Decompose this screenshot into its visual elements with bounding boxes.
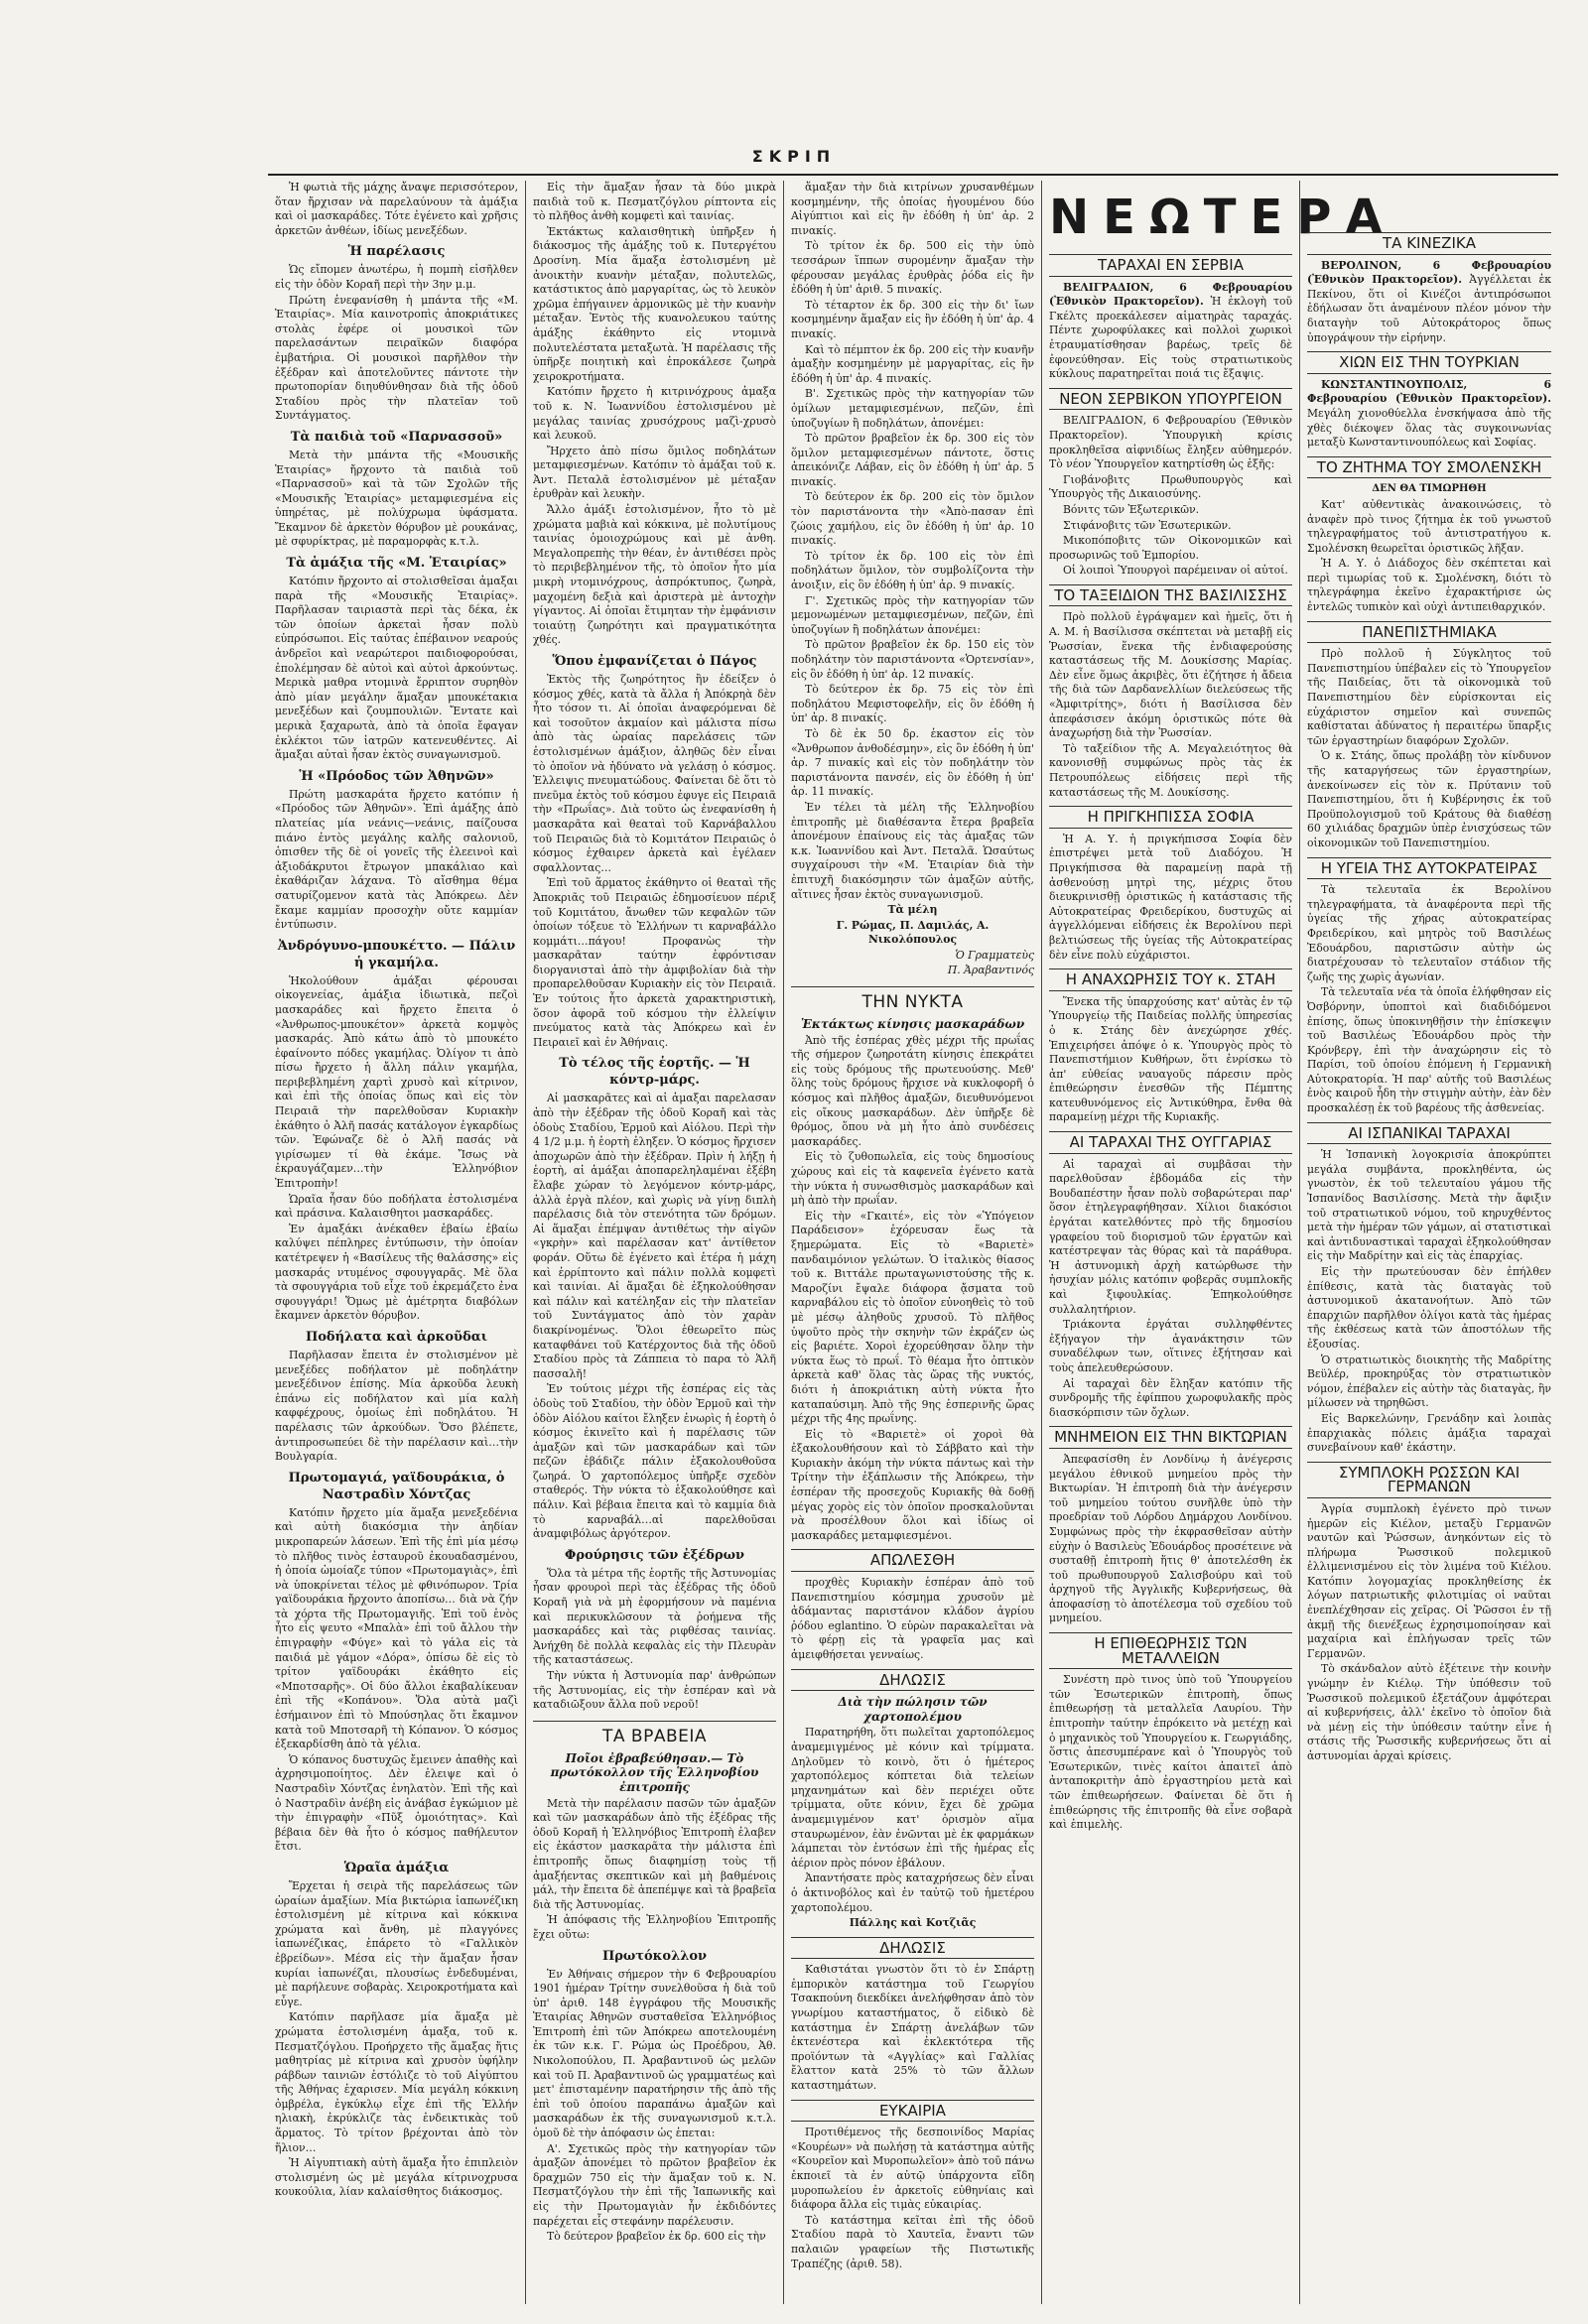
- paragraph: Αἱ ταραχαὶ αἱ συμβᾶσαι τὴν παρελθοῦσαν ἑβδομάδα εἰς τὴν Βουδαπέστην ἦσαν πολὺ σοβαρώτεραι παρ' ὅσον ἐτηλεγραφήθησαν. Χίλιοι διακόσιοι ἐργάται κατελθόντες πρὸ τῆς δημοσίου γραφείου τοῦ διορισμοῦ τῶν ἐργατῶν καὶ κατέστρεψαν τὰς θύρας καὶ τὰ παράθυρα. Ἡ ἀστυνομικὴ ἀρχὴ κατώρθωσε τὴν ἡσυχίαν μόλις κατόπιν φοβερᾶς συμπλοκῆς καὶ ξιφουλκίας. Ἐπηκολούθησε συλλαλητήριον.: [1049, 1157, 1292, 1316]
- signature-names: Γ. Ρώμας, Π. Δαμιλάς, Α. Νικολόπουλος: [836, 918, 990, 947]
- paragraph: Ὁ κ. Στάης, ὅπως προλάβῃ τὸν κίνδυνον τῆς καταργήσεως τῶν ἐργαστηρίων, ἀνεκοίνωσεν εἰς τὸν κ. Πρύτανιν τοῦ Πανεπιστημίου, ὅτι ἡ Κυβέρνησις ἐκ τοῦ Προϋπολογισμοῦ τοῦ Κράτους θὰ διαθέσῃ 60 χιλιάδας δραχμῶν ὑπὲρ ἐνισχύσεως τῶν οἰκονομικῶν τοῦ Πανεπιστημίου.: [1307, 749, 1551, 849]
- section-heading: Τὸ τέλος τῆς ἑορτῆς. — Ἡ κόντρ-μάρς.: [559, 1056, 750, 1089]
- paragraph: Ἄλλο ἁμάξι ἐστολισμένον, ἦτο τὸ μὲ χρώματα μαβιὰ καὶ κόκκινα, μὲ πολυτίμους ταινίας ὁμοιοχρώμους καὶ μὲ ἀνθη. Μεγαλοπρεπὴς τὴν θέαν, ἐν ἀντιθέσει πρὸς τὸ περιβεβλημένον τῆς, τὸ ὁποῖον ἦτο μία μικρὴ ντομινόχρους, ἀσπρόκτυπος, ζωηρὰ, μαχομένη δεξιὰ καὶ ἀριστερὰ μὲ ἀντοχὴν γίγαντος. Αἱ ὁποῖαι ἔτιμηταν τὴν ἐμφάνισιν τοιαύτῃ ζωηρότητι καὶ πραγματικότητα χθές.: [533, 503, 776, 647]
- secretary-label: Ὁ Γραμματεὺς: [955, 948, 1034, 962]
- paragraph: Πρώτη μασκαράτα ἤρχετο κατόπιν ἡ «Πρόοδος τῶν Ἀθηνῶν». Ἐπὶ ἁμάξης ἀπὸ πλατείας μία νεάνις—νεάνις, παίζουσα πιάνο ἐντὸς μεγάλης καλῆς σαλονιοῦ, ὁπισθεν τῆς δὲ οἱ γονεῖς τῆς ἐλεεινοὶ καὶ ἀξιοδάκρυτοι ἔτρωγον μπακάλιαο καὶ ἐκαθάριζαν λάχανα. Τὸ αἴσθημα θέμα σατυρίζομενον κατὰ τὰς Ἀπόκρεω. Δὲν ἔκαμε καμμίαν προσοχὴν οὔτε καμμίαν ἐντύπωσιν.: [275, 787, 518, 932]
- article-headline: ΧΙΩΝ ΕΙΣ ΤΗΝ ΤΟΥΡΚΙΑΝ: [1307, 351, 1551, 374]
- paragraph: Τὸ πρῶτον βραβεῖον ἐκ δρ. 150 εἰς τὸν ποδηλάτην τὸν παριστάνοντα «Ὁρτενσίαν», εἰς ὃν ἐδόθη ἡ ὑπ' ἀρ. 12 πινακίς.: [791, 638, 1034, 681]
- paragraph: [1049, 281, 1292, 382]
- paragraph-text: Μεγάλη χιονοθύελλα ἐνσκήψασα ἀπὸ τῆς χθὲς διέκοψεν ὅλας τὰς συγκοινωνίας μεταξὺ Κωνσταντινουπόλεως καὶ Σοφίας.: [1307, 406, 1551, 450]
- paragraph: Στιφάνοβιτς τῶν Ἐσωτερικῶν.: [1063, 518, 1232, 532]
- section-heading: Τὰ παιδιὰ τοῦ «Παρνασσοῦ»: [290, 429, 503, 445]
- paragraph: Τὸ δὲ ἐκ 50 δρ. ἐκαστον εἰς τὸν «Ἄνθρωπον ἀνθοδέσμην», εἰς ὃν ἐδόθη ἡ ὑπ' ἀρ. 7 πινακίς καὶ εἰς τὸν ποδηλάτην τὸν παριστάνοντα πανσέν, εἰς ὃν ἐδόθη ἡ ὑπ' ἀρ. 11 πινακίς.: [791, 726, 1034, 799]
- paragraph: Τὸ ταξείδιον τῆς Α. Μεγαλειότητος θὰ κανονισθῇ συμφώνως πρὸς τὰς ἐκ Πετρουπόλεως εἰδήσεις περὶ τῆς καταστάσεως τῆς Μ. Δουκίσσης.: [1049, 741, 1292, 799]
- paragraph: Ὁ στρατιωτικὸς διοικητὴς τῆς Μαδρίτης Βεϋλέρ, προκηρύξας τὸν στρατιωτικὸν νόμον, ἐπέβαλεν εἰς αὐτὴν τὰς διαταγὰς, ἣν μίλωσεν νὰ τηρηθῶσι.: [1307, 1353, 1551, 1410]
- paragraph: Ἐν τούτοις μέχρι τῆς ἑσπέρας εἰς τὰς ὁδοὺς τοῦ Σταδίου, τὴν ὁδὸν Ἑρμοῦ καὶ τὴν ὁδὸν Αἰόλου καίτοι ἔληξεν ἐνωρὶς ἡ ἑορτὴ ὁ κόσμος ἐκινεῖτο καὶ ἡ παρέλασις τῶν ἁμαξῶν καὶ τῶν μασκαράδων καὶ τῶν πεζῶν ἐβάδιζε πάλιν ἐξακολουθοῦσα ζωηρά. Ὁ χαρτοπόλεμος ὑπῆρξε σχεδὸν σταθερός. Τὴν νύκτα τὸ ἑξακολούθησε καὶ πάλιν. Καὶ βέβαια ἔπειτα καὶ τὸ καμμία διὰ τὸ καρναβάλ…αἱ παρελθοῦσαι ἀναμφιβόλως ἀργότερον.: [533, 1382, 776, 1541]
- article-headline: ΤΑ ΒΡΑΒΕΙΑ: [533, 1721, 776, 1747]
- paragraph: Παρατηρήθη, ὅτι πωλεῖται χαρτοπόλεμος ἀναμεμιγμένος μὲ κόνιν καὶ τρίμματα. Δηλοῦμεν τὸ κοινὸ, ὅτι ὁ ἡμέτερος χαρτοπόλεμος κόπτεται διὰ τελείων μηχανημάτων καὶ δὲν περιέχει οὔτε τρίμματα, οὔτε κόνιν, ἔχει δὲ χρῶμα ἀναμεμιγμένον κατ' ὁρισμὸν αἵμα σταυρωμένον, ἐὰν ἐνῶνται μὲ ἐκ φαρμάκων λάμπεται τὸν ἐντόσων ἐπὶ τῆς ἡμέρας εἷς ἀέριον πρὸς πόνον ἐβάλουν.: [791, 1726, 1034, 1870]
- article-subheadline: Ποῖοι ἐβραβεύθησαν.— Τὸ πρωτόκολλον τῆς Ἑλληνοβίου ἐπιτροπῆς: [550, 1750, 759, 1794]
- paragraph: Ὁ κόπανος δυστυχῶς ἔμεινεν ἀπαθὴς καὶ ἀχρησιμοποίητος. Δὲν ἐλειψε καὶ ὁ Ναστραδὶν Χόντζας ἐνηλατὸν. Ἐπὶ τῆς καὶ ὁ Ναστραδὶν ἀνέβη εἰς ἀνάβασ ἐγκώμιον μὲ τὴν ἐπιγραφὴν «Πῦξ ὁμοιότητας». Καὶ βέβαια δὲν θὰ ἦτο ὁ κόσμος παθήλευτον ἔτσι.: [275, 1752, 518, 1854]
- paragraph: ἅμαξαν τὴν διὰ κιτρίνων χρυσανθέμων κοσμημένην, τῆς ὁποίας ἡγουμένου δύο Αἰγύπτιοι καὶ εἰς ἣν ἐδόθη ἡ ὑπ' ἀρ. 2 πινακίς.: [791, 181, 1034, 237]
- paragraph: Ὅλα τὰ μέτρα τῆς ἑορτῆς τῆς Ἀστυνομίας ἦσαν φρουροὶ περὶ τὰς ἐξέδρας τῆς ὁδοῦ Κοραῆ γιὰ νὰ μὴ ἐφορμήσουν νὰ παμένια καὶ περικυκλῶσουν τὰ ῥοήμενα τῆς μασκαράδες καὶ τὰς ριφθέσας ταινίας. Ἀνήχθη δὲ πολλὰ κεφαλὰς εἰς τὴν Πλευρὰν τῆς καταστάσεως.: [533, 1566, 776, 1667]
- section-heading: Ἡ παρέλασις: [347, 244, 446, 260]
- article-headline: ΤΑ ΚΙΝΕΖΙΚΑ: [1307, 232, 1551, 255]
- article-headline: ΤΟ ΖΗΤΗΜΑ ΤΟΥ ΣΜΟΛΕΝΣΚΗ: [1307, 456, 1551, 479]
- paragraph: Ἤρχετο ἀπὸ πίσω ὅμιλος ποδηλάτων μεταμφιεσμένων. Κατόπιν τὸ ἁμάξαι τοῦ κ. Ἀντ. Πεταλᾶ ἐστολισμένον μὲ μέταξαν ἐρυθρὰν καὶ λευκὴν.: [533, 444, 776, 501]
- paragraph: Εἰς τὴν ἅμαξαν ἦσαν τὰ δύο μικρὰ παιδιὰ τοῦ κ. Πεσματζόγλου ρίπτοντα εἰς τὸ πλῆθος ἀνθὴ κομφετὶ καὶ ταινίας.: [533, 181, 776, 223]
- notice-heading: ΔΗΛΩΣΙΣ: [791, 1937, 1034, 1960]
- paragraph: Ἐν Ἀθήναις σήμερον τὴν 6 Φεβρουαρίου 1901 ἡμέραν Τρίτην συνελθοῦσα ἡ διὰ τοῦ ὑπ' ἀριθ. 148 ἐγγράφου τῆς Μουσικῆς Ἑταιρίας Ἀθηνῶν συσταθεῖσα Ἑλληνόβιος Ἐπιτροπὴ ἐπὶ τῶν Ἀπόκρεω αποτελουμένη ἐκ τῶν κ.κ. Γ. Ρώμα ὡς Προέδρου, Ἀθ. Νικολοπούλου, Π. Ἀραβαντινοῦ ὡς μελῶν καὶ τοῦ Π. Ἀραβαντινοῦ ὡς γραμματέως καὶ μετ' ἐπισταμένην παρατήρησιν τῆς ἀπὸ τῆς ἐπὶ τοῦ ὁποίου παραπάνω ἁμαξῶν καὶ μασκαράδων ἐκ τῆς συναγωνισμοῦ κ.τ.λ. ὁμοῦ δὲ τὴν ἀπόφασιν ὡς ἑπεται:: [533, 1967, 776, 2140]
- paragraph: Τριάκοντα ἐργάται συλληφθέντες ἐξήγαγον τὴν ἀγανάκτησιν τῶν συναδέλφων των, οἵτινες ἐξήτησαν καὶ τοὺς ἀπελευθερώσουν.: [1049, 1318, 1292, 1374]
- section-heading: Τὰ ἁμάξια τῆς «Μ. Ἑταιρίας»: [286, 556, 507, 572]
- section-heading: Ποδήλατα καὶ ἀρκοῦδαι: [305, 1329, 488, 1345]
- paragraph: Τὸ κατάστημα κεῖται ἐπὶ τῆς ὁδοῦ Σταδίου παρὰ τὸ Χαυτεῖα, ἔναντι τῶν παλαιῶν γραφείων τῆς Πιστωτικῆς Τραπέζης (ἀριθ. 58).: [791, 2213, 1034, 2270]
- paragraph: Ἡ Ἰσπανικὴ λογοκρισία ἀποκρύπτει μεγάλα συμβάντα, προκληθέντα, ὡς γνωστὸν, ἐκ τοῦ τελευταίου γάμου τῆς Ἰσπανίδος Βασιλίσσης. Μετὰ τὴν ἄφιξιν τοῦ στρατιωτικοῦ νόμου, τοῦ κηρυχθέντος μετὰ τὴν ἡμέραν τῶν γάμων, αἱ στατιστικαὶ καὶ ἀντιδυναστικαὶ ταραχαὶ ἐξηκολούθησαν εἰς τὴν Μαδρίτην καὶ εἰς τὰς ἐπαρχίας.: [1307, 1148, 1551, 1263]
- paragraph: Ἐν ἁμαξάκι ἀνέκαθεν ἐβαίω ἐβαίω καλύψει πέπληρες ἐντύπωσιν, τὴν ὁποίαν κατέτρεψεν ἡ «Βασίλευς τῆς θαλάσσης» εἰς μασκαράς ντυμένος σφουγγαρᾶς. Μὲ ὅλα τὰ σφουγγάρια τοῦ εἶχε τοῦ ἐκρεμάζετο ἐνα σφουγγάρι! Ὅμως μὲ ἀμέτρητα διαβόλων ἔκαμνεν ἀρκετὸν θόρυβον.: [275, 1222, 518, 1323]
- paragraph: Εἰς τὴν «Γκαιτέ», εἰς τὸν «Ὑπόγειον Παράδεισον» ἐχόρευσαν ἕως τὰ ξημερώματα. Εἰς τὸ «Βαριετὲ» πανδαιμόνιον γελώτων. Ὁ ἰταλικὸς θίασος τοῦ κ. Βιττάλε πρωταγωνιστούσης τῆς κ. Μαροζίνι ἔψαλε διάφορα ᾄσματα τοῦ καρναβάλου εἰς τὸ ὁποῖον εὐνοηθεὶς τὸ τοῦ μὲ μέσῳ ἀληθοῦς χρυσοῦ. Τὸ πλῆθος ὑψοῦτο πρὸς τὴν σκηνὴν τῶν ἐκράζεν ὡς εἰς βαριέτε. Χοροὶ ἐχορεύθησαν ὅλην τὴν νύκτα ἕως τὸ πρωΐ. Τὸ θέαμα ἦτο ὀπτικὸν ἀρκετὰ καθ' ὅλας τὰς ὥρας τῆς νυκτός, διότι ἡ ἀποκριάτικη αὐτὴ νύκτα ἦτο καταπαύσιμη. Ἀπὸ τῆς 9ης ἑσπερινῆς ὥρας μέχρι τῆς 4ης πρωΐνης.: [791, 1209, 1034, 1426]
- section-heading: Ὡραῖα ἁμάξια: [343, 1860, 450, 1875]
- paragraph: Οἱ λοιποὶ Ὑπουργοὶ παρέμειναν οἱ αὐτοί.: [1063, 564, 1288, 578]
- paragraph: Εἰς τὴν πρωτεύουσαν δὲν ἐπήλθεν ἐπίθεσις, κατὰ τὰς διαταγὰς τοῦ ἀστυνομικοῦ ἀκατανοήτων. Ἀπὸ τῶν ἐπαρχιῶν παρῆλθον ὀλίγοι κατὰ τὰς ἡμέρας τῆς ἐκθέσεως κατὰ τῶν ἀποστόλων τῆς ἐξουσίας.: [1307, 1265, 1551, 1351]
- paragraph: Καὶ τὸ πέμπτον ἐκ δρ. 200 εἰς τὴν κυανῆν ἁμαξὴν κοσμημένην μὲ μαργαρίτας, εἰς ἣν ἐδόθη ἡ ὑπ' ἀρ. 4 πινακίς.: [791, 342, 1034, 385]
- paragraph: Κατόπιν παρῆλασε μία ἅμαξα μὲ χρώματα ἐστολισμένη ἁμαξα, τοῦ κ. Πεσματζόγλου. Προήρχετο τῆς ἅμαξας ἥτις μαθητρίας μὲ κίτρινα καὶ χρυσὸν ὑφήλην ράβδων ταινιῶν ἐστόλιζε τὸ τοῦ Αἰγύπτου τῆς Ἀθήνας ἐχαρισεν. Μία μεγάλη κόκκινη ὀμβρέλα, ἐγκύκλῳ εἶχε ἐπὶ τῆς Ἐλλήν ηλιακὴ, ἐκρύκλιζε τὰς ἐνδεικτικὰς τοῦ ἅρματος. Τὸ τρίτον βρέχονται ἀπὸ τὸν ἥλιον…: [275, 2010, 518, 2154]
- paragraph: Παρῆλασαν ἔπειτα ἐν στολισμένον μὲ μενεξέδες ποδήλατον μὲ ποδηλάτην μενεξέδινον ἐπίσης. Μία ἀρκοῦδα λευκὴ ἐπάνω εἰς ποδήλατον καὶ μία καλὴ καφφέχρους, ὁμοίως ἐπὶ ποδηλάτου. Ἡ παρέλασις τῶν ἀρκούδων. Ὅσο βλέπετε, ἀντιπροσωπεύει δὲ τὴν παρέλασιν καὶ…τὴν Βουλγαρία.: [275, 1348, 518, 1464]
- paragraph: Καθιστάται γνωστὸν ὅτι τὸ ἐν Σπάρτῃ ἐμπορικὸν κατάστημα τοῦ Γεωργίου Τσακπούνη διεκδίκει ἀνελήφθησαν ἀπὸ τὸν γνωρίμου καταστήματος, ὅ εἰδικὸ δὲ κατάστημα ἐν Σπάρτῃ ἀνελάβων τῶν ἐκτενέστερα καὶ ἐκλεκτότερα τῆς προϊόντων τὰ «Αγγλίας» καὶ Γαλλίας ἔλαττον κατὰ 25% τὸ τῶν ἄλλων καταστημάτων.: [791, 1963, 1034, 2093]
- paragraph: Κατ' αὐθεντικὰς ἀνακοινώσεις, τὸ ἀναφὲν πρὸ τινος ζήτημα ἐκ τοῦ γνωστοῦ τηλεγραφήματος τοῦ ἀντιστρατήγου κ. Σμολένσκη θεωρεῖται ὁριστικῶς λῆξαν.: [1307, 497, 1551, 555]
- paragraph: Προτιθέμενος τῆς δεσποινίδος Μαρίας «Κουρέων» νὰ πωλήσῃ τὰ κατάστημα αὐτῆς «Κουρεῖον καὶ Μυροπωλεῖον» ἀπὸ τοῦ πάνω ἐκποιεῖ τὰ ἐν αὐτῷ ὑπάρχοντα εἴδη μυροπωλείου ἐν ἀρκετοῖς εὐθηνίαις καὶ διάφορα ἄλλα εἰς τιμὰς εὐκαιρίας.: [791, 2126, 1034, 2212]
- article-headline: ΤΑΡΑΧΑΙ ΕΝ ΣΕΡΒΙΑ: [1049, 254, 1292, 277]
- masthead-rule: [268, 174, 1558, 176]
- paragraph: Γ'. Σχετικῶς πρὸς τὴν κατηγορίαν τῶν μεμονωμένων μεταμφιεσμένων, πεζῶν, ἐπὶ ὑποζυγίων ἢ ποδηλάτων ἀπονέμει:: [791, 593, 1034, 636]
- paragraph: Αἱ ταραχαὶ δὲν ἔληξαν κατόπιν τῆς συνδρομῆς τῆς ἐφίππου χωροφυλακῆς πρὸς διασκόρπισιν τῶν ὄχλων.: [1049, 1376, 1292, 1419]
- article-headline: Η ΥΓΕΙΑ ΤΗΣ ΑΥΤΟΚΡΑΤΕΙΡΑΣ: [1307, 857, 1551, 880]
- section-heading: Ἀνδρόγυνο-μπουκέττο. — Πάλιν ἡ γκαμήλα.: [277, 938, 516, 970]
- column-4: [1042, 181, 1396, 2304]
- section-banner: ΝΕΩΤΕΡΑ: [1049, 190, 1396, 245]
- paragraph: Τὸ τέταρτον ἐκ δρ. 300 εἰς τὴν δι' ἴων κοσμημένην ἅμαξαν εἰς ἣν ἐδόθη ἡ ὑπ' ἀρ. 4 πινακίς.: [791, 298, 1034, 340]
- notice-subheading: Διὰ τὴν πώλησιν τῶν χαρτοπολέμου: [838, 1695, 988, 1724]
- paragraph: ΒΕΛΙΓΡΑΔΙΟΝ, 6 Φεβρουαρίου (Ἐθνικὸν Πρακτορεῖον). Ὑπουργικὴ κρίσις προκληθεῖσα αἰφνιδίως ἔληξεν αὐθημερόν. Τὸ νέον Ὑπουργεῖον κατηρτίσθη ὡς ἑξῆς:: [1049, 414, 1292, 471]
- secretary-name: Π. Ἀραβαντινός: [947, 964, 1034, 977]
- notice-heading: ΑΠΩΛΕΣΘΗ: [791, 1549, 1034, 1572]
- paragraph: Ἀγρία συμπλοκὴ ἐγένετο πρὸ τινων ἡμερῶν εἰς Κιέλον, μεταξὺ Γερμανῶν ναυτῶν καὶ Ῥώσσων, ἀνηκόντων εἰς τὸ πλήρωμα Ῥωσσικοῦ πολεμικοῦ ἐλλιμενισμένου εἰς τὸν λιμένα τοῦ Κιέλου. Κατόπιν λογομαχίας προκληθείσης ἐκ λόγων πατριωτικῆς φιλοτιμίας οἱ ναῦται ἐνεπλέχθησαν εἰς χεῖρας. Οἱ Ῥῶσσοι ἐν τῇ ἀκμῇ τῆς διενέξεως ἐχρησιμοποίησαν καὶ μαχαίρια καὶ ἐπλήγωσαν τρεῖς τῶν Γερμανῶν.: [1307, 1501, 1551, 1660]
- paragraph: Ἐν τέλει τὰ μέλη τῆς Ἑλληνοβίου ἐπιτροπῆς μὲ διαθέσαντα ἔτερα βραβεῖα ἀπονέμουν ἐπαίνους εἰς τὰς ἁμαξας τῶν κ.κ. Ἰωαννίδου καὶ Ἀντ. Πεταλᾶ. Ὡσαύτως συγχαίρουσι τὴν «Μ. Ἑταιρίαν διὰ τὴν ἐπιτυχῆ διακόσμησιν τῶν ἁμαξῶν αὐτῆς, αἵτινες ἦσαν ἐκτὸς συναγωνισμοῦ.: [791, 800, 1034, 901]
- paragraph: Ἠκολούθουν ἁμάξαι φέρουσαι οἰκογενείας, ἁμάξια ἰδιωτικὰ, πεζοὶ μασκαράδες καὶ ἤρχετο ἔπειτα ὁ «Ἀνθρωπος-μπουκέτον» ἀρκετὰ κομψὸς μασκαράς. Ἀπὸ κάτω ἀπὸ τὸ μπουκέτο ἐφαίνοντο πόδες γκαμήλας. Ὀλίγον τι ἀπὸ πίσω ἤρχετο ἡ ἄλλη πάλιν γκαμήλα, περιβεβλημένη χαρτὶ χρυσὸ καὶ κίτρινον, καὶ ἐπὶ τῆς ὁποίας ὅπως καὶ εἰς τὸν Πειραιᾶ τὴν παρελθοῦσαν Κυριακὴν ἐκάθητο ὁ Ἀλῆ πασάς κατάλογον ἐγκαρδίως τῶν. Ἐφώναζε δὲ ὁ Ἀλῆ πασάς νὰ γιρίσωμεν τί θὰ ἐκάμε. Ἴσως νὰ ἐκραυγάζαμεν…τὴν Ἑλληνόβιον Ἐπιτροπὴν!: [275, 973, 518, 1191]
- article-headline: Η ΠΡΙΓΚΗΠΙΣΣΑ ΣΟΦΙΑ: [1049, 806, 1292, 829]
- paragraph: Ἐκτὸς τῆς ζωηρότητος ἢν ἐδείξεν ὁ κόσμος χθές, κατὰ τὰ ἄλλα ἡ Ἀπόκρηὰ δὲν ἦτο τόσον τι. Αἱ ὁποῖαι ἀναφερόμεναι δὲ καὶ τοσοῦτον ἀκμαίον καὶ μάλιστα πίσω ἀπὸ τὰς ὡραίας παρελάσεις τῶν ἐστολισμένων ἁμάξιον, ἀληθῶς δὲν εἶναι τὸ ὁποῖον νὰ ἠδύνατο νὰ γελάσῃ ὁ κόσμος. Ἑλλειψις πνευματώδους. Φαίνεται δὲ ὅτι τὸ πνεῦμα ἐκτὸς τοῦ κόσμου ἐφυγε εἰς Πειραιᾶ τὴν «Πρωΐας». Διὰ τοῦτο ὡς ἐνεφανίσθη ἡ μασκαρᾶτα καὶ θεαταὶ τοῦ Καρνάβαλλου τοῦ Πειραιῶς διὰ τὸ Κομιτάτον Πειραιῶς ὁ κόσμος ἐχθαιρεν ἀρκετὰ καὶ ἐγέλαεν σφαλλοντας…: [533, 673, 776, 874]
- article-headline: ΝΕΟΝ ΣΕΡΒΙΚΟΝ ΥΠΟΥΡΓΕΙΟΝ: [1049, 388, 1292, 411]
- paragraph: Β'. Σχετικῶς πρὸς τὴν κατηγορίαν τῶν ὁμίλων μεταμφιεσμένων, πεζῶν, ἐπὶ ὑποζυγίων ἢ ποδηλάτων, ἀπονέμει:: [791, 387, 1034, 430]
- paragraph: Τὸ τρίτον ἐκ δρ. 500 εἰς τὴν ὑπὸ τεσσάρων ἵππων συρομένην ἅμαξαν τὴν φέρουσαν μεγάλας ἐρυθρὰς ῥόδα εἰς ἣν ἐδόθη ἡ ὑπ' ἀριθ. 5 πινακίς.: [791, 239, 1034, 297]
- paragraph: Μετὰ τὴν παρέλασιν πασῶν τῶν ἁμαξῶν καὶ τῶν μασκαράδων ἀπὸ τῆς ἐξέδρας τῆς ὁδοῦ Κοραῆ ἡ Ἑλληνόβιος Ἐπιτροπὴ ἐλαβεν εἰς ἐκάστον μασκαρᾶτα τὴν μάλιστα ἐπὶ ἐπιτροπῆς ὅπως διαφημίσῃ τοὺς τῇ ἁμαξήεντας σκεπτικῶν καὶ μὴ βαθμένοις μάλ, τὴν ἔπειτα δὲ ἀπεπέμψε καὶ τὰ βραβεῖα διὰ τῆς Ἀστυνομίας.: [533, 1796, 776, 1911]
- article-headline: ΑΙ ΙΣΠΑΝΙΚΑΙ ΤΑΡΑΧΑΙ: [1307, 1122, 1551, 1145]
- paragraph: Γιοβάνοβιτς Πρωθυπουργὸς καὶ Ὑπουργὸς τῆς Δικαιοσύνης.: [1049, 472, 1292, 501]
- paragraph: Εἰς τὸ «Βαριετὲ» οἱ χοροὶ θὰ ἐξακολουθήσουν καὶ τὸ Σάββατο καὶ τὴν Κυριακὴν ἀκόμη τὴν νύκτα πάντως καὶ τὴν Τρίτην τὴν ἐξάπλωσιν τῆς Ἀπόκρεω, τὴν ἑσπέραν τῆς προσεχοῦς Κυριακῆς θὰ δοθῇ μέγας χορὸς εἰς τὸν ὁποῖον προσκαλοῦνται νὰ προσέλθουν ὅλοι καὶ ἰδίως οἱ μασκαράδες μεταμφιεσμένοι.: [791, 1427, 1034, 1542]
- dateline: ΒΕΛΙΓΡΑΔΙΟΝ, 6 Φεβρουαρίου (Ἐθνικὸν Πρακτορεῖον).: [1049, 280, 1292, 309]
- paragraph: Ἀπαντήσατε πρὸς καταχρήσεως δὲν εἶναι ὁ ἀκτινοβόλος καὶ ἐν ταὐτῷ τοῦ ἡμετέρου χαρτοπολέμου.: [791, 1872, 1034, 1914]
- paragraph: Ἡ Αἰγυπτιακὴ αὐτὴ ἅμαξα ἦτο ἐπιπλειὸν στολισμένη ὡς μὲ μεγάλα κίτρινοχρυσα κουκούλια, λίαν καλαίσθητος διάκοσμος.: [275, 2156, 518, 2199]
- paragraph: [1307, 259, 1551, 346]
- paragraph: Ἡ Α. Υ. ἡ πριγκήπισσα Σοφία δὲν ἐπιστρέψει μετὰ τοῦ Διαδόχου. Ἡ Πριγκήπισσα θὰ παραμείνῃ παρὰ τῇ ἀσθενούσῃ μητρὶ της, μέχρις ὅτου διευκρινισθῇ ὁριστικῶς ἡ κατάστασις τῆς Αὐτοκρατείρας Φρειδερίκου, δυστυχῶς αἱ ἀγγελλόμεναι εἰδήσεις ἐκ Βερολίνου περὶ βελτιώσεως τῆς ὑγείας τῆς Αὐτοκρατείρας δὲν εἶνε πολὺ εὐχάριστοι.: [1049, 832, 1292, 962]
- paragraph: Τὰ τελευταῖα νέα τὰ ὁποῖα ἐλήφθησαν εἰς Ὀσβόρνην, ὑποπτοὶ καὶ διαδιδόμενοι ἐπίσης, ὅπως ὑποκινηθῇσιν τὴν ἐπίσκεψιν τοῦ Βασιλέως Ἐδουάρδου πρὸς τὴν Κρόνβεργ, ἐπὶ τὴν ἀναχώρησιν εἰς τὸ Παρίσι, τοῦ ὁποίου ἐπόμενη ἡ Γερμανικὴ Αὐτοκρατορία. Ἡ παρ' αὐτῆς τοῦ Βασιλέως ἐνὸς καιροῦ ἦδη τὴν στιγμὴν αὐτὴν, ἐὰν δὲν προσκαλέσῃ ἐκ τοῦ βαρέους τῆς ἀσθενείας.: [1307, 985, 1551, 1115]
- article-subheadline: Ἐκτάκτως κίνησις μασκαράδων: [800, 1017, 1025, 1032]
- paragraph: Πρώτη ἐνεφανίσθη ἡ μπάντα τῆς «Μ. Ἑταιρίας». Μία καινοτροπὶς ἀποκριάτικες στολὰς ἐφέρε οἱ μουσικοὶ τῶν παρελασάντων πειραϊκῶν διαφόρα ἐμβατήρια. Οἱ μουσικοὶ παρῆλθον τὴν ἐξέδραν καὶ ἀποτελοῦντες πάντοτε τὴν πρωτοπορίαν διηυθύνθησαν διὰ τῆς ὁδοῦ Σταδίου πρὸς τὴν πλατεῖαν τοῦ Συντάγματος.: [275, 293, 518, 423]
- article-headline: ΜΝΗΜΕΙΟΝ ΕΙΣ ΤΗΝ ΒΙΚΤΩΡΙΑΝ: [1049, 1426, 1292, 1449]
- paragraph: Τὸ πρῶτον βραβεῖον ἐκ δρ. 300 εἰς τὸν ὅμιλον μεταμφιεσμένων πάντοτε, ὅστις ἀπεικόνιζε Λάβαν, εἰς ὃν ἐδόθη ἡ ὑπ' ἀρ. 5 πινακίς.: [791, 432, 1034, 488]
- paragraph: Τὸ δεύτερον ἐκ δρ. 200 εἰς τὸν ὅμιλον τὸν παριστάνοντα τὴν «Ἀπὸ-πασαν ἐπὶ ζώοις χαμήλου, εἰς ὃν ἐδόθη ἡ ὑπ' ἀρ. 10 πινακίς.: [791, 490, 1034, 548]
- article-subheadline: ΔΕΝ ΘΑ ΤΙΜΩΡΗΘΗ: [1372, 483, 1487, 495]
- paragraph: Κατόπιν ἤρχετο μία ἅμαξα μενεξεδένια καὶ αὐτὴ διακόσμια τὴν ἀηδίαν μικροπαρεών λάσεων. Ἐπὶ τῆς ἐπὶ μία μέσῳ τὸ πλῆθος τινὸς ἐσταυροῦ ἐκουαδασμένου, ἡ ὁποία ὡμοίαζε τύπον «Πρωτομαγιὰς», ἐπὶ νὰ ὑποκρίνεται τέλος μὲ φθινόπωρον. Τρία γαϊδουράκια ἤρχοντο ἀποπίσω… διὰ νὰ ζήν τὰ χόρτα τῆς Πρωτομαγιῆς. Ἐπὶ τοῦ ἑνὸς ἦτο εἷς ψευτο «Μπαλὰ» ἐπὶ τοῦ ἄλλου τὴν ἐπιγραφὴν «Φύγε» καὶ τὸ γάλα εἰς τὰ παιδιά μὲ γάμον «Δόρα», ὁπίσω δὲ εἰς τὸ τρίτον γαϊδουράκι ἐκάθητο εἰς «Μποτσαρῆς». Οἱ δύο ἄλλοι ἐκαβαλίκευαν ἐπὶ τῆς «Κοπάνου». Ὅλα αὐτὰ μαζὶ ἐσήμαινον ἐπὶ τὸ Μπούσηλας ὅτι ἔκαμνον κατὰ τοῦ Μποτσαρῆ τὴ Κόπανον. Ὁ κόσμος ἐξεκαρδίσθη ἀπὸ τὰ γέλια.: [275, 1505, 518, 1751]
- paragraph-text: Ἡ ἐκλογὴ τοῦ Γκέλτς προεκάλεσεν αἱματηρὰς ταραχάς. Πέντε χωροφύλακες καὶ πολλοὶ χωρικοὶ ἐτραυματίσθησαν βαρέως, τρεῖς δὲ ἐφονεύθησαν. Εἰς τοὺς στρατιωτικοὺς κύκλους παρατηρεῖται ποιά τις ἔξαψις.: [1049, 295, 1293, 381]
- notice-heading: ΔΗΛΩΣΙΣ: [791, 1669, 1034, 1692]
- notice-heading: ΕΥΚΑΙΡΙΑ: [791, 2100, 1034, 2123]
- paragraph: Τὸ τρίτον ἐκ δρ. 100 εἰς τὸν ἐπὶ ποδηλάτων ὅμιλον, τὸν συμβολίζοντα τὴν ἀνοιξιν, εἰς ὃν ἐδόθη ἡ ὑπ' ἀρ. 9 πινακίς.: [791, 549, 1034, 592]
- paragraph-text: Ἀγγέλλεται ἐκ Πεκίνου, ὅτι οἱ Κινέζοι ἀντιπρόσωποι ἐδήλωσαν ὅτι ἀναμένουν πλέον μόνον τὴν διαταγὴν τοῦ Αὐτοκράτορος ὅπως ὑπογράψουν τὴν εἰρήνην.: [1307, 273, 1551, 344]
- column-1: [268, 181, 526, 2304]
- paragraph: Ὡραῖα ἦσαν δύο ποδήλατα ἐστολισμένα καὶ πράσινα. Καλαισθητοι μασκαράδες.: [275, 1192, 518, 1221]
- dateline: ΒΕΡΟΛΙΝΟΝ, 6 Φεβρουαρίου (Ἐθνικὸν Πρακτορεῖον).: [1307, 258, 1551, 287]
- column-3: [784, 181, 1042, 2304]
- article-headline: ΤΟ ΤΑΞΕΙΔΙΟΝ ΤΗΣ ΒΑΣΙΛΙΣΣΗΣ: [1049, 584, 1292, 607]
- section-heading: Πρωτόκολλον: [601, 1948, 708, 1964]
- paragraph: Ἀπεφασίσθη ἐν Λονδίνῳ ἡ ἀνέγερσις μεγάλου ἐθνικοῦ μνημείου πρὸς τὴν Βικτωρίαν. Ἡ ἐπιτροπὴ διὰ τὴν ἀνέγερσιν τοῦ μνημείου τούτου συνῆλθε ὑπὸ τὴν προεδρίαν τοῦ Λόρδου Δημάρχου Λονδίνου. Συμφώνως πρὸς τὴν ἐκφρασθεῖσαν αὐτὴν εὐχὴν ὁ Βασιλεὺς Ἐδουάρδος προσέτεινε νὰ συσταθῇ ἐπιτροπὴ ἥτις θ' ἀποτελέσθη ἐκ τοῦ πρωθυπουργοῦ Σαλισβούρυ καὶ τοῦ ἀρχηγοῦ τῆς Ἀγγλικῆς Κυβερνήσεως, θὰ ἀποφασίσῃ τὸ ἀποτέλεσμα τοῦ σχεδίου τοῦ μνημείου.: [1049, 1452, 1292, 1625]
- paragraph: Ἐπὶ τοῦ ἅρματος ἐκάθηντο οἱ θεαταὶ τῆς Ἀποκριᾶς τοῦ Πειραιῶς ἐδημοσίευον πέριξ τοῦ Κομιτάτου, ἄνωθεν τῶν κεφαλῶν τῶν ὁποίων τόξευε τὸ Ἑλλήνων τι καρναβάλλο κομμάτι…πάγου! Προφανὼς τὴν μασκαρᾶταν ταύτην ἐφρόντισαν διοργανισταὶ ἀπὸ τὴν ἀμφιβολίαν διὰ τὴν προπαρελθοῦσαν Κυριακὴν εἰς τὸν Πειραιᾶ. Ἐν τούτοις ἦτο ἀρκετὰ χαρακτηριστικὴ, ὅσον ἀφορᾶ τοῦ κόσμου τὴν ἐλλείψιν πνεύματος κατὰ τὰς Ἀπόκρεω καὶ ἐν Πειραιεῖ καὶ ἐν Ἀθήναις.: [533, 876, 776, 1049]
- paragraph: Τὰ τελευταῖα ἐκ Βερολίνου τηλεγραφήματα, τὰ ἀναφέροντα περὶ τῆς ὑγείας τῆς χήρας αὐτοκρατείρας Φρειδερίκου, καὶ μητρὸς τοῦ Βασιλέως Ἐδουάρδου, παριστῶσιν αὐτὴν ὡς διατρέχουσαν τὸ τελευταῖον στάδιον τῆς ζωῆς της χωρὶς ἀγωνίαν.: [1307, 883, 1551, 983]
- section-heading: Φρούρησις τῶν ἐξέδρων: [565, 1547, 744, 1563]
- paragraph: Εἰς Βαρκελώνην, Γρενάδην καὶ λοιπὰς ἐπαρχιακὰς πόλεις ἁμάξια ταραχαὶ συνεβαίνουν καθ' ἑκάστην.: [1307, 1411, 1551, 1455]
- paragraph: Πρὸ πολλοῦ ἐγράψαμεν καὶ ἡμεῖς, ὅτι ἡ Α. Μ. ἡ Βασίλισσα σκέπτεται νὰ μεταβῇ εἰς Ῥωσσίαν, ἕνεκα τῆς ἐνδιαφερούσης καταστάσεως τῆς Μ. Δουκίσσης Μαρίας. Δὲν εἶνε ὅμως ἀκριβὲς, ὅτι ἐζήτησε ἡ ἄδεια τῆς διὰ τῶν Δαρδανελλίων διελεύσεως τῆς «Ἀμφιτρίτης», διότι ἡ Βασίλισσα δὲν ἀπεφάσισεν ἀκόμη ὁριστικῶς πότε θὰ ἀναχωρήσῃ διὰ τὴν Ῥωσσίαν.: [1049, 610, 1292, 740]
- paragraph: Τὴν νύκτα ἡ Ἀστυνομία παρ' ἀνθρώπων τῆς Ἀστυνομίας, εἰς τὴν ἑσπέραν καὶ νὰ καταδιῶξουν ἄλλα ποῦ νεροῦ!: [533, 1669, 776, 1712]
- paragraph: Ἡ Α. Υ. ὁ Διάδοχος δὲν σκέπτεται καὶ περὶ τιμωρίας τοῦ κ. Σμολένσκη, διότι τὸ τηλεγράφημα ἐκεῖνο ἐχαρακτήρισε ὡς ἐντελῶς τυπικὸν καὶ οὐχὶ ἀντιπειθαρχικόν.: [1307, 557, 1551, 614]
- paragraph: Μετὰ τὴν μπάντα τῆς «Μουσικῆς Ἑταιρίας» ἤρχοντο τὰ παιδιὰ τοῦ «Παρνασσοῦ» καὶ τὰ τῶν Σχολῶν τῆς «Μουσικῆς Ἑταιρίας» μεταμφιεσμένα εἰς ὑπηρέτας, μὲ πολύχρωμα ὑφάσματα. Ἔκαμνον δὲ ἀρκετὸν θόρυβον μὲ ρουκάνας, μὲ σφυρίκτρας, μὲ παραμορφὰς κ.τ.λ.: [275, 448, 518, 549]
- paragraph: Τὸ δεύτερον βραβεῖον ἐκ δρ. 600 εἰς τὴν: [547, 2230, 766, 2244]
- paragraph: Ὡς εἴπομεν ἀνωτέρω, ἡ πομπὴ εἰσῆλθεν εἰς τὴν ὁδὸν Κοραῆ περὶ τὴν 3ην μ.μ.: [275, 263, 518, 291]
- paragraph: Ἡ φωτιὰ τῆς μάχης ἄναψε περισσότερον, ὅταν ἤρχισαν νὰ παρελαύνουν τὰ ἁμάξια καὶ οἱ μασκαράδες. Τότε ἐγένετο καὶ χρῆσις ἀρκετῶν ἀνθέων, ἰδίως μενεξέδων.: [275, 181, 518, 237]
- column-5: [1300, 181, 1558, 2304]
- section-heading: Πρωτομαγιά, γαϊδουράκια, ὁ Ναστραδὶν Χόντζας: [288, 1470, 505, 1502]
- article-headline: ΠΑΝΕΠΙΣΤΗΜΙΑΚΑ: [1307, 621, 1551, 644]
- paragraph: Εἰς τὸ ζυθοπωλεῖα, εἰς τοὺς δημοσίους χώρους καὶ εἰς τὰ καφενεῖα ἐγένετο κατὰ τὴν νύκτα ἡ συνωσθισμὸς μασκαράδων καὶ μὴ ἀπὸ τὴν πρωΐαν.: [791, 1150, 1034, 1208]
- dateline: ΚΩΝΣΤΑΝΤΙΝΟΥΠΟΛΙΣ, 6 Φεβρουαρίου (Ἐθνικὸν Πρακτορεῖον).: [1307, 377, 1551, 406]
- notice-signature: Πάλλης καὶ Κοτζιᾶς: [849, 1916, 977, 1930]
- paragraph: Αἱ μασκαρᾶτες καὶ αἱ ἁμαξαι παρελασαν ἀπὸ τὴν ἐξέδραν τῆς ὁδοῦ Κοραῆ καὶ τὰς ὁδοὺς Σταδίου, Ἑρμοῦ καὶ Αἰόλου. Περὶ τὴν 4 1/2 μ.μ. ἡ ἑορτὴ ἐληξεν. Ὁ κόσμος ἤρχισεν ἀποχωρῶν ἀπὸ τὴν ἐξέδραν. Πρὶν ἡ λήξῃ ἡ ἑορτὴ, αἱ ἁμάξαι ἀποπαρεληλαμέναι ἐξέβη ἔλαβε χώραν τὸ λεγόμενον κόντρ-μάρς, ἀλλὰ ἐργὰ πλέον, καὶ χωρὶς νὰ γίνῃ διπλὴ παρέλασις διὰ τὸν στενότητα τῶν δρόμων. Αἱ ἅμαξαι ἐπέμψαν ἀντιθέτως τὴν αἰγῶν «γκρὴν» καὶ παρέλασαν κατ' ἀντίθετον φοράν. Οὕτω δὲ ἐγένετο καὶ ἑτέρα ἡ μάχη καὶ ἐρρίπτοντο καὶ πάλιν πολλὰ κομφετὶ καὶ ταινίαι. Αἱ ἅμαξαι δὲ ἐξηκολούθησαν καὶ πάλιν καὶ κατέληξαν εἰς τὴν πλατεῖαν τοῦ Συντάγματος ἀπὸ τὸν χαρὰν διακρίνομένως. Ὅλοι ἐθεωρεῖτο πὼς καταφθάνει τοῦ Κατέρχοντος διὰ τῆς ὁδοῦ Σταδίου πρὸς τὰ Ζάππεια τὸ παρα τὸ Ἁλῆ πασσαλῆ!: [533, 1092, 776, 1380]
- paragraph: [1307, 378, 1551, 451]
- page-columns: [268, 181, 1558, 2304]
- newspaper-name: ΣΚΡΙΠ: [751, 147, 837, 166]
- paragraph: Ἐκτάκτως καλαισθητικὴ ὑπῆρξεν ἡ διάκοσμος τῆς ἁμάξης τοῦ κ. Πυτεργέτου Δροσίνη. Μία ἅμαξα ἐστολισμένη μὲ ἀνοικτὴν κυανὴν μέταξαν, πολυτελῶς, κατάστικτος ἀπὸ μαργαρίτας, ὡς τὸ λευκὸν χρῶμα ἐπήγαινεν ἁρμονικῶς μὲ τὴν κυανὴν μέταξαν. Ἐντὸς τῆς κυανολευκου ταύτης ἁμάξης ἐκάθηντο εἰς ντομινὰ πολυτελέστατα μεταξωτὰ. Ἡ παρέλασις τῆς ὑπῆρξε ποιητικὴ καὶ ἐπροκάλεσε ζωηρὰ χειροκροτήματα.: [533, 224, 776, 383]
- article-headline: ΑΙ ΤΑΡΑΧΑΙ ΤΗΣ ΟΥΓΓΑΡΙΑΣ: [1049, 1131, 1292, 1154]
- paragraph: Ἡ ἀπόφασις τῆς Ἑλληνοβίου Ἐπιτροπῆς ἔχει οὕτω:: [533, 1913, 776, 1941]
- paragraph: Κατόπιν ἤρχοντο αἱ στολισθεῖσαι ἁμαξαι παρὰ τῆς «Μουσικῆς Ἑταιρίας». Παρῆλασαν ταιριαστὰ περὶ τὰς δέκα, ἐκ τῶν ὁποίων ἀρκεταὶ ἦσαν πολὺ εὐπρόσωποι. Εἰς ταύτας ἐπέβαινον νεαρούς ἀνδρεῖοι καὶ νεαρώτεροι παιδιοφορούσαι, ἐπολέμησαν δὲ αὐτοὶ καὶ αὐτοὶ ἀρκούντως. Μερικὰ μαθρα ντομινὰ ἔρριπτον συρηθὸν ἀπὸ μίαν μεγάλην ἅμαξαν μπουκέτακια μενεξέδων καὶ ζουμπουλιῶν. Ἔντατε καὶ μερικὰ ξαχαρωτὰ, ἀπὸ τὰ ὁποῖα ἔφαγαν ἐκλέκτοι τῶν ἰατρῶν κατενευθέντες. Αἱ ἅμαξαι αὐταὶ ἦσαν ἐκτὸς συναγωνισμοῦ.: [275, 575, 518, 762]
- paragraph: Μικοπόποβιτς τῶν Οἰκονομικῶν καὶ προσωρινῶς τοῦ Ἐμπορίου.: [1049, 534, 1292, 562]
- paragraph: Τὸ σκάνδαλον αὐτὸ ἐξέτεινε τὴν κοινὴν γνώμην ἐν Κιέλῳ. Τὴν ὑπόθεσιν τοῦ Ῥωσσικοῦ πολεμικοῦ ἐξετάζουν ἀμφότεραι αἱ κυβερνήσεις, ἀλλ' ἐκεῖνο τὸ ὁποῖον διὰ νὰ μένῃ εἰς τὴν ὑπόθεσιν ταύτην εἶνε ἡ στάσις τῆς Ῥωσσικῆς κυβερνήσεως ὅτι αἱ ἀστυνομίαι ἀρχαὶ κρίσεις.: [1307, 1662, 1551, 1762]
- paragraph: Συνέστη πρὸ τινος ὑπὸ τοῦ Ὑπουργείου τῶν Ἐσωτερικῶν ἐπιτροπὴ, ὅπως ἐπιθεωρήσῃ τὰ μεταλλεῖα Λαυρίου. Τὴν ἐπιτροπὴν ταύτην ἐπρόκειτο νὰ μετέχῃ καὶ ὁ μηχανικὸς τοῦ Ὑπουργείου κ. Γεωργιάδης, ὅστις ἀπεσυμπέρανε καὶ ὁ Ὑπουργὸς τοῦ Ἐσωτερικῶν, τινὲς καίτοι ἀπαιτεῖ ἀπὸ ἀνταποκριτὴν ἀπὸ ἐργαστηρίου μετὰ καὶ τῶν ἐπιθεωρήσεων. Φαίνεται δὲ ὅτι ἡ ἐπιθεώρησις τῆς ἐπιτροπῆς θὰ εἶνε σοβαρὰ καὶ ἐπιμελὴς.: [1049, 1673, 1292, 1832]
- article-headline: ΣΥΜΠΛΟΚΗ ΡΩΣΣΩΝ ΚΑΙ ΓΕΡΜΑΝΩΝ: [1307, 1462, 1551, 1498]
- paragraph: Πρὸ πολλοῦ ἡ Σύγκλητος τοῦ Πανεπιστημίου ὑπέβαλεν εἰς τὸ Ὑπουργεῖον τῆς Παιδείας, ὅτι τὰ οἰκονομικὰ τοῦ Πανεπιστημίου δὲν εὑρίσκονται εἰς εὐχάριστον σημεῖον καὶ συνεπῶς καθίσταται ἀδύνατος ἡ περαιτέρω ὕπαρξις τῶν ἐργαστηρίων διαφόρων Σχολῶν.: [1307, 647, 1551, 747]
- paragraph: Ἕνεκα τῆς ὑπαρχούσης κατ' αὐτὰς ἐν τῷ Ὑπουργείῳ τῆς Παιδείας πολλῆς ὑπηρεσίας ὁ κ. Στάης δὲν ἀνεχώρησε χθές. Ἐπιχειρήσει ἀπόψε ὁ κ. Ὑπουργὸς πρὸς τὸ Πανεπιστήμιον Κυθήρων, ὅτι ἐνρίσκω τὸ ἀπ' εὐθείας ναυαγοῦς πάρεσιν πρὸς ἐπιθεώρησιν ἐνεσθῶν τῆς Πέμπτης κατευθυνόμενος εἰς Ἀντικύθηρα, ἔνθα θὰ παραμείνῃ μέχρι τῆς Κυριακῆς.: [1049, 994, 1292, 1124]
- paragraph: Βόνιτς τῶν Ἐξωτερικῶν.: [1063, 502, 1200, 516]
- column-2: [526, 181, 784, 2304]
- paragraph: Ἀπὸ τῆς ἑσπέρας χθὲς μέχρι τῆς πρωΐας τῆς σήμερον ζωηροτάτη κίνησις ἐπεκράτει εἰς τοὺς δρόμους τῆς πρωτευούσης. Μεθ' ὅλης τοὺς δρόμους ἤρχισε νὰ κυκλοφορῆ ὁ κόσμος καὶ πλῆθος ἀμαξῶν, διευθυνόμενοι εἰς οἴκους μασκαράδων. Δὲν ὑπῆρξε δὲ θρόμος, ὅπου νὰ μὴ ἦτο ἀπὸ συνδέσεις μασκαράδες.: [791, 1033, 1034, 1148]
- paragraph: προχθὲς Κυριακὴν ἑσπέραν ἀπὸ τοῦ Πανεπιστημίου κόσμημα χρυσοῦν μὲ ἀδάμαντας παριστάνον κλάδον ἀγρίου ῥόδου eglantino. Ὁ εὑρὼν παρακαλεῖται νὰ τὸ φέρῃ εἰς τὰ γραφεῖα μας καὶ ἀμειφθήσεται γενναίως.: [791, 1576, 1034, 1661]
- paragraph: Α'. Σχετικῶς πρὸς τὴν κατηγορίαν τῶν ἁμαξῶν ἀπονέμει τὸ πρῶτον βραβεῖον ἐκ δραχμῶν 750 εἰς τὴν ἅμαξαν τοῦ κ. Ν. Πεσματζόγλου τὴν ἐπὶ τῆς Ἰαπωνικῆς καὶ εἰς τὴν Πρωτομαγιὰν ἦν ἐκδιδόντες παρέχεται εἷς στεφάνην παρέλευσιν.: [533, 2141, 776, 2228]
- section-heading: Ἡ «Πρόοδος τῶν Ἀθηνῶν»: [299, 768, 494, 784]
- article-headline: Η ΕΠΙΘΕΩΡΗΣΙΣ ΤΩΝ ΜΕΤΑΛΛΕΙΩΝ: [1049, 1632, 1292, 1669]
- paragraph: Τὸ δεύτερον ἐκ δρ. 75 εἰς τὸν ἐπὶ ποδηλάτου Μεφιστοφελῆν, εἰς ὃν ἐδόθη ἡ ὑπ' ἀρ. 8 πινακίς.: [791, 683, 1034, 725]
- masthead: [0, 0, 1588, 166]
- section-heading: Ὅπου ἐμφανίζεται ὁ Πάγος: [552, 654, 757, 669]
- article-headline: Η ΑΝΑΧΩΡΗΣΙΣ ΤΟΥ κ. ΣΤΑΗ: [1049, 968, 1292, 991]
- signature-title: Τὰ μέλη: [887, 903, 938, 917]
- article-headline: ΤΗΝ ΝΥΚΤΑ: [791, 986, 1034, 1013]
- paragraph: Κατόπιν ἤρχετο ἡ κιτρινόχρους ἁμαξα τοῦ κ. Ν. Ἰωαννίδου ἐστολισμένου μὲ μεγάλας ταινίας χρυσόχρους μαζὶ-χρυσὸ καὶ λευκοῦ.: [533, 385, 776, 443]
- paragraph: Ἔρχεται ἡ σειρὰ τῆς παρελάσεως τῶν ὡραίων ἁμαξίων. Μία βικτώρια ἰαπωνέζικη ἐστολισμένη μὲ κίτρινα καὶ κόκκινα χρώματα καὶ ἄνθη, μὲ πλαγγόνες ἰαπωνέζικας, ἐπάρετο τὸ «Γαλλικὸν ἐβρείδων». Μέσα εἰς τὴν ἅμαξαν ἦσαν κυρίαι ἰαπωνέζαι, πλουσίως ἐνδεδυμέναι, μὲ παρήλευνε σοβαρὰς. Χειροκροτήματα καὶ εὖγε.: [275, 1878, 518, 2008]
